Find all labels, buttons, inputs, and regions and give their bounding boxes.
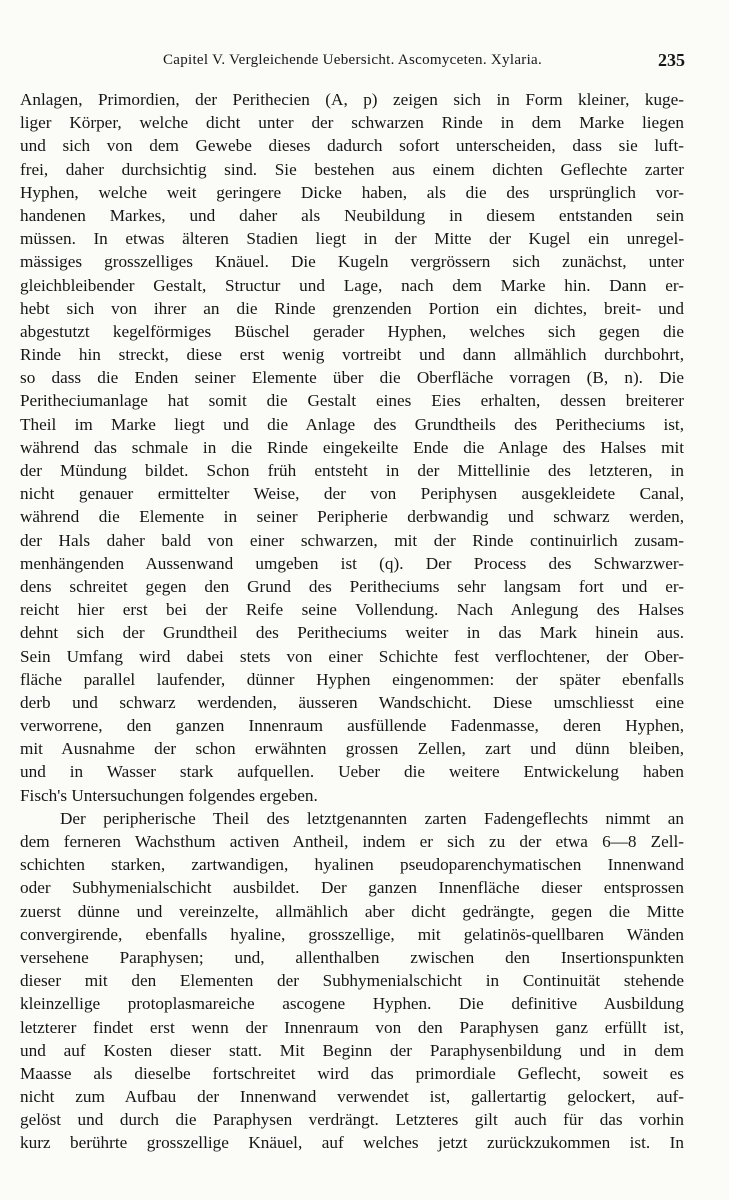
text-line: der Mündung bildet. Schon früh entsteht in der Mittellinie des letzteren, in <box>20 461 684 480</box>
text-line: Hyphen, welche weit geringere Dicke haben, als die des ursprünglich vor- <box>20 182 684 202</box>
text-line: während das schmale in die Rinde eingekeilte Ende die Anlage des Halses mit <box>20 437 684 457</box>
text-line: fläche parallel laufender, dünner Hyphen eingenommen: der später ebenfalls <box>20 669 684 689</box>
running-title: Capitel V. Vergleichende Uebersicht. Ascomyceten. Xylaria. <box>162 52 543 68</box>
text-line: menhängenden Aussenwand umgeben ist (q). Der Process des Schwarzwer- <box>20 553 684 573</box>
text-line: abgestutzt kegelförmiges Büschel gerader Hyphen, welches sich gegen die <box>20 321 684 341</box>
text-line: Sein Umfang wird dabei stets von einer Schichte fest verflochtener, der Ober- <box>20 646 684 666</box>
text-line: dieser mit den Elementen der Subhymenialschicht in Continuität stehende <box>20 971 684 991</box>
text-line: während die Elemente in seiner Peripherie derbwandig und schwarz werden, <box>20 507 684 527</box>
text-line: frei, daher durchsichtig sind. Sie bestehen aus einem dichten Geflechte zarter <box>20 159 684 179</box>
paragraph-end-line: Fisch's Untersuchungen folgendes ergeben. <box>20 785 318 805</box>
text-line: nicht zum Aufbau der Innenwand verwendet ist, gallertartig gelockert, auf- <box>20 1087 684 1107</box>
text-line: und auf Kosten dieser statt. Mit Beginn der Paraphysenbildung und in dem <box>20 1040 684 1060</box>
text-line: Peritheciumanlage hat somit die Gestalt eines Eies erhalten, dessen breiterer <box>20 391 684 411</box>
text-line: nicht genauer ermittelter Weise, der von Periphysen ausgekleidete Canal, <box>20 484 684 504</box>
text-line: dens schreitet gegen den Grund des Peritheciums sehr langsam fort und er- <box>20 576 684 596</box>
running-head <box>20 48 685 72</box>
text-line: Theil im Marke liegt und die Anlage des Grundtheils des Peritheciums ist, <box>20 414 684 434</box>
text-line: dehnt sich der Grundtheil des Peritheciums weiter in das Mark hinein aus. <box>20 623 684 643</box>
text-line: so dass die Enden seiner Elemente über die Oberfläche vorragen (B, n). Die <box>20 368 684 388</box>
text-line: Rinde hin streckt, diese erst wenig vortreibt und dann allmählich durchbohrt, <box>20 345 684 365</box>
text-line: gleichbleibender Gestalt, Structur und Lage, nach dem Marke hin. Dann er- <box>20 275 684 295</box>
text-line: gelöst und durch die Paraphysen verdrängt. Letzteres gilt auch für das vorhin <box>20 1110 684 1130</box>
text-line: letzterer findet erst wenn der Innenraum von den Paraphysen ganz erfüllt ist, <box>20 1017 684 1037</box>
text-line: der Hals daher bald von einer schwarzen, mit der Rinde continuirlich zusam- <box>20 530 684 550</box>
text-line: zuerst dünne und vereinzelte, allmählich aber dicht gedrängte, gegen die Mitte <box>20 901 684 921</box>
text-line: hebt sich von ihrer an die Rinde grenzenden Portion ein dichtes, breit- und <box>20 298 684 318</box>
text-line: und in Wasser stark aufquellen. Ueber die weitere Entwickelung haben <box>20 762 684 782</box>
paragraph-start-line: Der peripherische Theil des letztgenannten zarten Fadengeflechts nimmt an <box>60 808 684 828</box>
text-line: dem ferneren Wachsthum activen Antheil, indem er sich zu der etwa 6—8 Zell- <box>20 832 684 851</box>
body-text <box>20 88 684 1155</box>
page-number: 235 <box>658 50 685 70</box>
text-line: kleinzellige protoplasmareiche ascogene Hyphen. Die definitive Ausbildung <box>20 994 684 1014</box>
text-line: mässiges grosszelliges Knäuel. Die Kugeln vergrössern sich zunächst, unter <box>20 252 684 272</box>
text-line: müssen. In etwas älteren Stadien liegt in der Mitte der Kugel ein unregel- <box>20 229 684 249</box>
text-line: liger Körper, welche dicht unter der schwarzen Rinde in dem Marke liegen <box>20 113 684 133</box>
text-line: schichten starken, zartwandigen, hyalinen pseudoparenchymatischen Innenwand <box>20 855 684 875</box>
text-line: und sich von dem Gewebe dieses dadurch sofort unterscheiden, dass sie luft- <box>20 136 684 156</box>
text-line: versehene Paraphysen; und, allenthalben zwischen den Insertionspunkten <box>20 947 684 967</box>
text-line: handenen Markes, und daher als Neubildung in diesem entstanden sein <box>20 205 684 225</box>
text-line: mit Ausnahme der schon erwähnten grossen Zellen, zart und dünn bleiben, <box>20 739 684 759</box>
text-line: reicht hier erst bei der Reife seine Vollendung. Nach Anlegung des Halses <box>20 600 684 620</box>
text-line: oder Subhymenialschicht ausbildet. Der ganzen Innenfläche dieser entsprossen <box>20 878 684 898</box>
text-line: derb und schwarz werdenden, äusseren Wandschicht. Diese umschliesst eine <box>20 692 684 712</box>
text-line: Maasse als dieselbe fortschreitet wird das primordiale Geflecht, soweit es <box>20 1063 684 1083</box>
text-line: convergirende, ebenfalls hyaline, grosszellige, mit gelatinös-quellbaren Wänden <box>20 924 684 944</box>
text-line: verworrene, den ganzen Innenraum ausfüllende Fadenmasse, deren Hyphen, <box>20 716 684 736</box>
text-line: Anlagen, Primordien, der Perithecien (A, p) zeigen sich in Form kleiner, kuge- <box>20 90 684 109</box>
text-line: kurz berührte grosszellige Knäuel, auf welches jetzt zurückzukommen ist. In <box>20 1133 684 1153</box>
